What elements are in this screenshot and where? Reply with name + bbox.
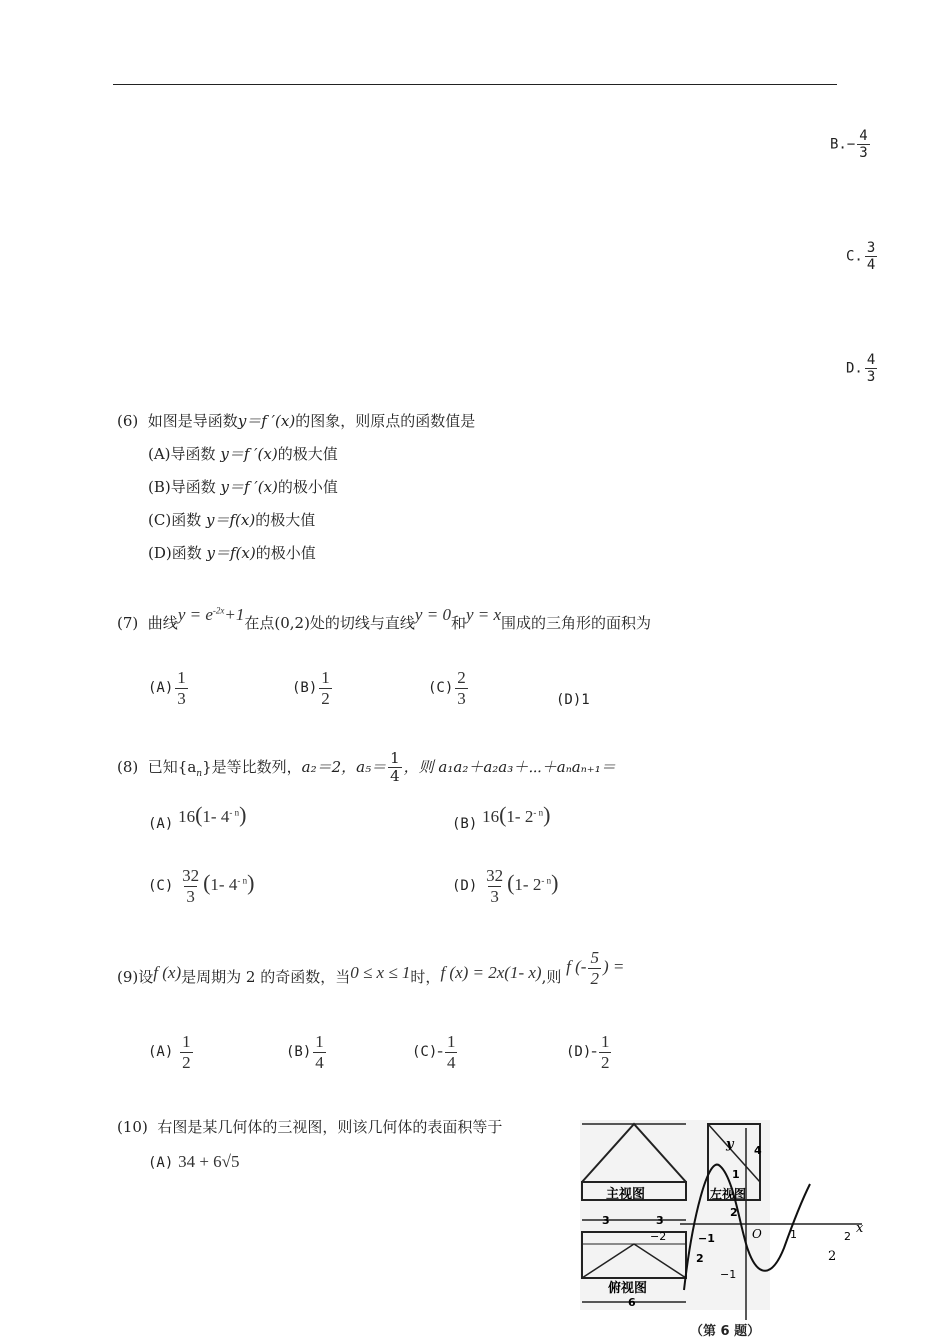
option-label: (B)	[286, 1044, 312, 1061]
stem-target	[566, 948, 625, 988]
y-axis-label: y	[726, 1137, 734, 1152]
fraction-denominator: 2	[182, 1052, 191, 1072]
option-value: 1	[581, 692, 590, 708]
expression-exponent: - n	[541, 875, 552, 886]
fraction-denominator: 4	[315, 1052, 324, 1072]
fraction-denominator: 3	[177, 688, 186, 708]
option-label: (D)	[452, 877, 478, 894]
option-fraction	[180, 1032, 193, 1072]
option-fraction	[865, 352, 877, 385]
curve-base: y = e	[177, 605, 213, 624]
stem-text: 在点(0,2)处的切线与直线	[244, 614, 415, 632]
option-function: y＝f(x)	[206, 544, 256, 562]
option-b-top	[830, 128, 872, 161]
option-text: 的极小值	[277, 478, 338, 496]
stem-term: a₂＝2，a₅＝	[301, 757, 387, 776]
line-equation: y = 0	[414, 605, 451, 624]
stem-text: 时，	[410, 967, 441, 986]
option-label: (D)	[556, 692, 582, 708]
option-expression	[482, 802, 551, 827]
option-label: (A)	[148, 680, 174, 697]
expression-inner: 1- 4	[210, 874, 238, 894]
fraction-numerator: 2	[457, 668, 466, 687]
option-text: 函数	[171, 511, 202, 529]
fraction-denominator: 4	[446, 1052, 456, 1072]
fraction-denominator: 4	[866, 257, 876, 274]
open-paren: (	[203, 869, 211, 895]
fraction-numerator: 1	[321, 668, 330, 687]
fraction-denominator: 3	[866, 369, 876, 386]
option-label: (D)	[148, 544, 172, 562]
figure-svg	[580, 1120, 870, 1320]
target-suffix: ) =	[602, 956, 625, 976]
stem-text: 的图象，则原点的函数值是	[295, 412, 476, 430]
x-tick-minus-2: −2	[650, 1230, 667, 1243]
question-7-option-d	[556, 692, 590, 708]
question-7-stem	[117, 605, 652, 633]
option-fraction	[857, 128, 869, 161]
option-text: 的极大值	[255, 511, 316, 529]
option-label: (B)	[148, 478, 171, 496]
stem-text: ,则	[541, 967, 562, 986]
option-function: y＝f ′(x)	[220, 445, 278, 463]
target-prefix: f (-	[566, 956, 587, 976]
question-6-option-a	[148, 443, 338, 464]
option-function: y＝f ′(x)	[220, 478, 278, 496]
question-9-stem	[117, 948, 625, 998]
dim-3a-label: 3	[602, 1214, 610, 1227]
option-sign: −	[846, 136, 856, 153]
y-tick-1: 1	[732, 1168, 740, 1181]
figure-caption: （第 6 题）	[690, 1324, 761, 1339]
option-label: (A)	[148, 445, 171, 463]
fraction-denominator: 3	[186, 886, 195, 906]
fraction-denominator: 3	[490, 886, 499, 906]
y-tick-minus-1: −1	[720, 1268, 737, 1281]
front-view-label: 主视图	[606, 1187, 646, 1202]
stem-function: y＝f ′(x)	[237, 412, 296, 430]
fraction-denominator: 3	[859, 145, 868, 162]
question-6-option-b	[148, 476, 338, 497]
option-fraction	[319, 668, 332, 708]
question-6-option-c	[148, 509, 315, 530]
option-function: y＝f(x)	[205, 511, 256, 529]
option-text: 导函数	[170, 445, 216, 463]
question-8-option-b	[452, 802, 551, 834]
figure-three-view-and-graph	[580, 1120, 870, 1340]
expression-coefficient: 16	[178, 807, 196, 826]
option-fraction	[175, 668, 188, 708]
option-text: 的极大值	[277, 445, 338, 463]
option-text: 的极小值	[255, 544, 316, 562]
header-rule	[113, 84, 837, 85]
open-paren: (	[507, 869, 515, 895]
stem-text: 设	[138, 967, 154, 986]
question-number: (7)	[117, 614, 139, 632]
option-d-top	[846, 352, 879, 385]
option-label: D.	[846, 360, 863, 377]
option-fraction	[445, 1032, 458, 1072]
stem-text: 围成的三角形的面积为	[501, 614, 652, 632]
question-8-option-c	[148, 866, 254, 906]
dim-2-label: 2	[730, 1206, 738, 1219]
dim-4-label: 4	[754, 1144, 762, 1157]
dim-3b-label: 3	[656, 1214, 664, 1227]
stem-text: ，则 a₁a₂＋a₂a₃＋⋯＋aₙaₙ₊₁＝	[403, 757, 616, 776]
dim-2v-label: 2	[696, 1252, 704, 1265]
stem-fraction	[388, 750, 402, 786]
target-fraction	[588, 948, 601, 988]
stem-condition: 0 ≤ x ≤ 1	[350, 962, 411, 982]
option-expression	[178, 866, 255, 906]
close-paren: )	[543, 802, 551, 827]
option-text: 函数	[171, 544, 202, 562]
stem-text: 右图是某几何体的三视图，则该几何体的表面积等于	[157, 1118, 503, 1136]
expression-inner: 1- 4	[202, 807, 230, 826]
x-tick-minus-1: −1	[698, 1232, 715, 1245]
stem-text: 曲线	[147, 614, 178, 632]
curve-exponent: -2x	[212, 605, 225, 616]
option-label: (C)	[148, 877, 174, 894]
fraction-numerator: 4	[866, 352, 876, 368]
option-fraction	[313, 1032, 326, 1072]
question-6-option-d	[148, 542, 316, 563]
question-8-stem	[117, 750, 616, 786]
option-c-top	[846, 240, 879, 273]
question-8-option-a	[148, 802, 247, 834]
stem-function: f (x)	[153, 962, 182, 982]
curve-tail: +1	[224, 605, 245, 624]
fraction-denominator: 3	[457, 688, 466, 708]
option-fraction	[865, 240, 877, 273]
fraction-numerator: 1	[446, 1032, 456, 1051]
left-view-label: 左视图	[710, 1187, 747, 1201]
expression-inner: 1- 2	[506, 807, 534, 826]
question-9-option-d	[566, 1032, 613, 1072]
question-9-option-a	[148, 1032, 195, 1072]
question-7-option-a	[148, 668, 190, 708]
option-label: (B)	[452, 816, 478, 832]
option-label: B.	[830, 136, 847, 153]
option-label: (C)	[148, 511, 172, 529]
option-label: (C)	[412, 1044, 438, 1061]
fraction-numerator: 1	[182, 1032, 191, 1051]
stem-text: 是周期为 2 的奇函数，当	[181, 967, 351, 986]
option-label: (A)	[148, 1044, 174, 1061]
question-7-option-b	[292, 668, 334, 708]
expression-exponent: - n	[237, 875, 248, 886]
option-label: (A)	[148, 816, 174, 832]
question-7-option-c	[428, 668, 470, 708]
question-number: (8)	[117, 757, 139, 776]
option-expression	[178, 802, 247, 827]
option-label: (B)	[292, 680, 318, 697]
origin-label: O	[752, 1227, 762, 1241]
fraction-numerator: 1	[600, 1032, 610, 1051]
x-tick-1: 1	[790, 1228, 797, 1241]
question-9-option-c	[412, 1032, 459, 1072]
curve-equation	[178, 605, 245, 624]
option-label: (A)	[148, 1155, 174, 1171]
top-view-label: 俯视图	[608, 1281, 648, 1296]
fraction-denominator: 2	[321, 688, 330, 708]
expression-fraction	[484, 866, 505, 906]
x-axis-label: x	[856, 1221, 864, 1236]
option-label: C.	[846, 248, 863, 265]
option-expression	[482, 866, 559, 906]
open-paren: (	[499, 802, 507, 827]
question-number: (10)	[117, 1118, 148, 1136]
question-10-stem	[117, 1116, 502, 1137]
option-sign: -	[437, 1041, 443, 1061]
option-label: (C)	[428, 680, 454, 697]
stem-definition: f (x) = 2x(1- x)	[440, 962, 542, 982]
question-6-stem	[117, 410, 475, 431]
fraction-numerator: 5	[590, 948, 599, 967]
option-fraction	[599, 1032, 612, 1072]
close-paren: )	[551, 869, 559, 895]
fraction-numerator: 4	[859, 128, 868, 144]
open-paren: (	[195, 802, 203, 827]
option-fraction	[455, 668, 468, 708]
expression-fraction	[180, 866, 201, 906]
fraction-numerator: 1	[315, 1032, 324, 1051]
question-9-option-b	[286, 1032, 328, 1072]
fraction-denominator: 4	[390, 767, 400, 786]
x-tick-2: 2	[844, 1230, 851, 1243]
option-sign: -	[591, 1041, 597, 1061]
fraction-denominator: 2	[590, 968, 599, 988]
option-value: 34 + 6√5	[178, 1152, 240, 1171]
question-8-option-d	[452, 866, 558, 906]
expression-exponent: - n	[229, 807, 240, 818]
fraction-denominator: 2	[600, 1052, 610, 1072]
page-number: 2	[828, 1249, 837, 1264]
expression-inner: 1- 2	[514, 874, 542, 894]
stem-text: 和	[450, 614, 466, 632]
line-equation: y = x	[465, 605, 502, 624]
stem-text: 如图是导函数	[147, 412, 238, 430]
fraction-numerator: 1	[390, 749, 400, 767]
option-label: (D)	[566, 1044, 592, 1061]
close-paren: )	[239, 802, 247, 827]
dim-6-label: 6	[628, 1296, 636, 1309]
question-number: (9)	[117, 967, 139, 986]
option-text: 导函数	[170, 478, 216, 496]
stem-text: 已知{a	[147, 757, 197, 776]
fraction-numerator: 32	[486, 866, 504, 885]
expression-coefficient: 16	[482, 807, 500, 826]
fraction-numerator: 3	[866, 240, 876, 256]
question-number: (6)	[117, 412, 139, 430]
fraction-numerator: 1	[177, 668, 186, 687]
close-paren: )	[247, 869, 255, 895]
fraction-numerator: 32	[182, 866, 200, 885]
question-10-option-a	[148, 1152, 240, 1172]
stem-text: }是等比数列，	[202, 757, 302, 776]
stem-subscript: n	[196, 768, 203, 779]
expression-exponent: - n	[533, 807, 544, 818]
